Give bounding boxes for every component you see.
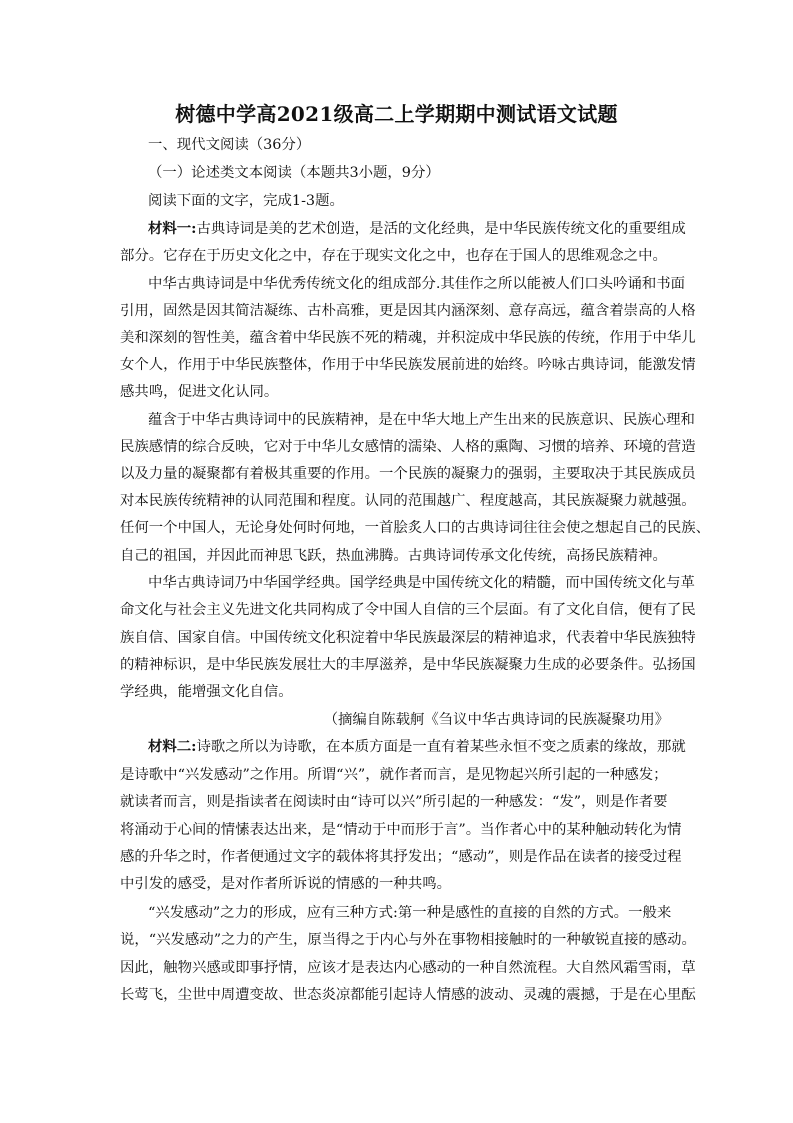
material2-line: 中引发的感受，是对作者所诉说的情感的一种共鸣。 [120, 876, 451, 892]
material2-line: 将涌动于心间的情愫表达出来，是“情动于中而形于言”。当作者心中的某种触动转化为情 [120, 822, 682, 838]
material2-label: 材料二: [148, 738, 197, 755]
material1-line: 女个人，作用于中华民族整体，作用于中华民族发展前进的始终。吟咏古典诗词，能激发情 [120, 357, 696, 373]
material2-line: “兴发感动”之力的形成，应有三种方式:第一种是感性的直接的自然的方式。一般来 [148, 905, 672, 921]
material1-line: 命文化与社会主义先进文化共同构成了令中国人自信的三个层面。有了文化自信，便有了民 [120, 602, 696, 618]
material2-line: 说，“兴发感动”之力的产生，原当得之于内心与外在事物相接触时的一种敏锐直接的感动。 [120, 932, 696, 948]
material2-line: 因此，触物兴感或即事抒情，应该才是表达内心感动的一种自然流程。大自然风霜雪雨，草 [120, 960, 696, 976]
material1-label: 材料一: [148, 220, 197, 237]
subsection-heading: （一）论述类文本阅读（本题共3小题，9分） [148, 165, 440, 181]
material1-line: 中华古典诗词乃中华国学经典。国学经典是中国传统文化的精髓，而中国传统文化与革 [148, 575, 695, 591]
material1-line: 对本民族传统精神的认同范围和程度。认同的范围越广、程度越高，其民族凝聚力就越强。 [120, 493, 696, 509]
material1-line: 蕴含于中华古典诗词中的民族精神，是在中华大地上产生出来的民族意识、民族心理和 [148, 412, 695, 428]
material1-line: 美和深刻的智性美，蕴含着中华民族不死的精魂，并积淀成中华民族的传统，作用于中华儿 [120, 330, 696, 346]
material1-line: 材料一:古典诗词是美的艺术创造，是活的文化经典，是中华民族传统文化的重要组成 [148, 220, 686, 237]
material1-line: 的精神标识，是中华民族发展壮大的丰厚滋养，是中华民族凝聚力生成的必要条件。弘扬国 [120, 657, 696, 673]
section-heading: 一、现代文阅读（36分） [148, 137, 311, 153]
material1-line: 引用，固然是因其简洁凝练、古朴高雅，更是因其内涵深刻、意存高远，蕴含着崇高的人格 [120, 303, 696, 319]
material1-line: 任何一个中国人，无论身处何时何地，一首脍炙人口的古典诗词往往会使之想起自己的民族、 [120, 520, 711, 536]
exam-title: 树德中学高2021级高二上学期期中测试语文试题 [175, 102, 618, 126]
material1-line: 自己的祖国，并因此而神思飞跃，热血沸腾。古典诗词传承文化传统，高扬民族精神。 [120, 548, 667, 564]
material1-line: 以及力量的凝聚都有着极其重要的作用。一个民族的凝聚力的强弱，主要取决于其民族成员 [120, 466, 696, 482]
material1-source: （摘编自陈载舸《刍议中华古典诗词的民族凝聚功用》 [323, 712, 669, 728]
material2-line: 材料二:诗歌之所以为诗歌，在本质方面是一直有着某些永恒不变之质素的缘故，那就 [148, 738, 686, 755]
material2-line: 感的升华之时，作者便通过文字的载体将其抒发出；“感动”，则是作品在读者的接受过程 [120, 849, 682, 865]
material2-line: 是诗歌中“兴发感动”之作用。所谓“兴”，就作者而言，是见物起兴所引起的一种感发； [120, 767, 668, 783]
material1-line: 感共鸣，促进文化认同。 [120, 384, 279, 400]
reading-instruction: 阅读下面的文字，完成1-3题。 [148, 193, 344, 209]
material1-line: 学经典，能增强文化自信。 [120, 684, 293, 700]
material1-line: 部分。它存在于历史文化之中，存在于现实文化之中，也存在于国人的思维观念之中。 [120, 248, 667, 264]
material1-line: 中华古典诗词是中华优秀传统文化的组成部分.其佳作之所以能被人们口头吟诵和书面 [148, 276, 686, 292]
material2-line: 就读者而言，则是指读者在阅读时由“诗可以兴”所引起的一种感发：“发”，则是作者要 [120, 794, 668, 810]
material2-line: 长莺飞，尘世中周遭变故、世态炎凉都能引起诗人情感的波动、灵魂的震撼，于是在心里酝 [120, 987, 696, 1003]
material1-line: 民族感情的综合反映，它对于中华儿女感情的濡染、人格的熏陶、习惯的培养、环境的营造 [120, 439, 696, 455]
material1-line: 族自信、国家自信。中国传统文化积淀着中华民族最深层的精神追求，代表着中华民族独特 [120, 630, 696, 646]
